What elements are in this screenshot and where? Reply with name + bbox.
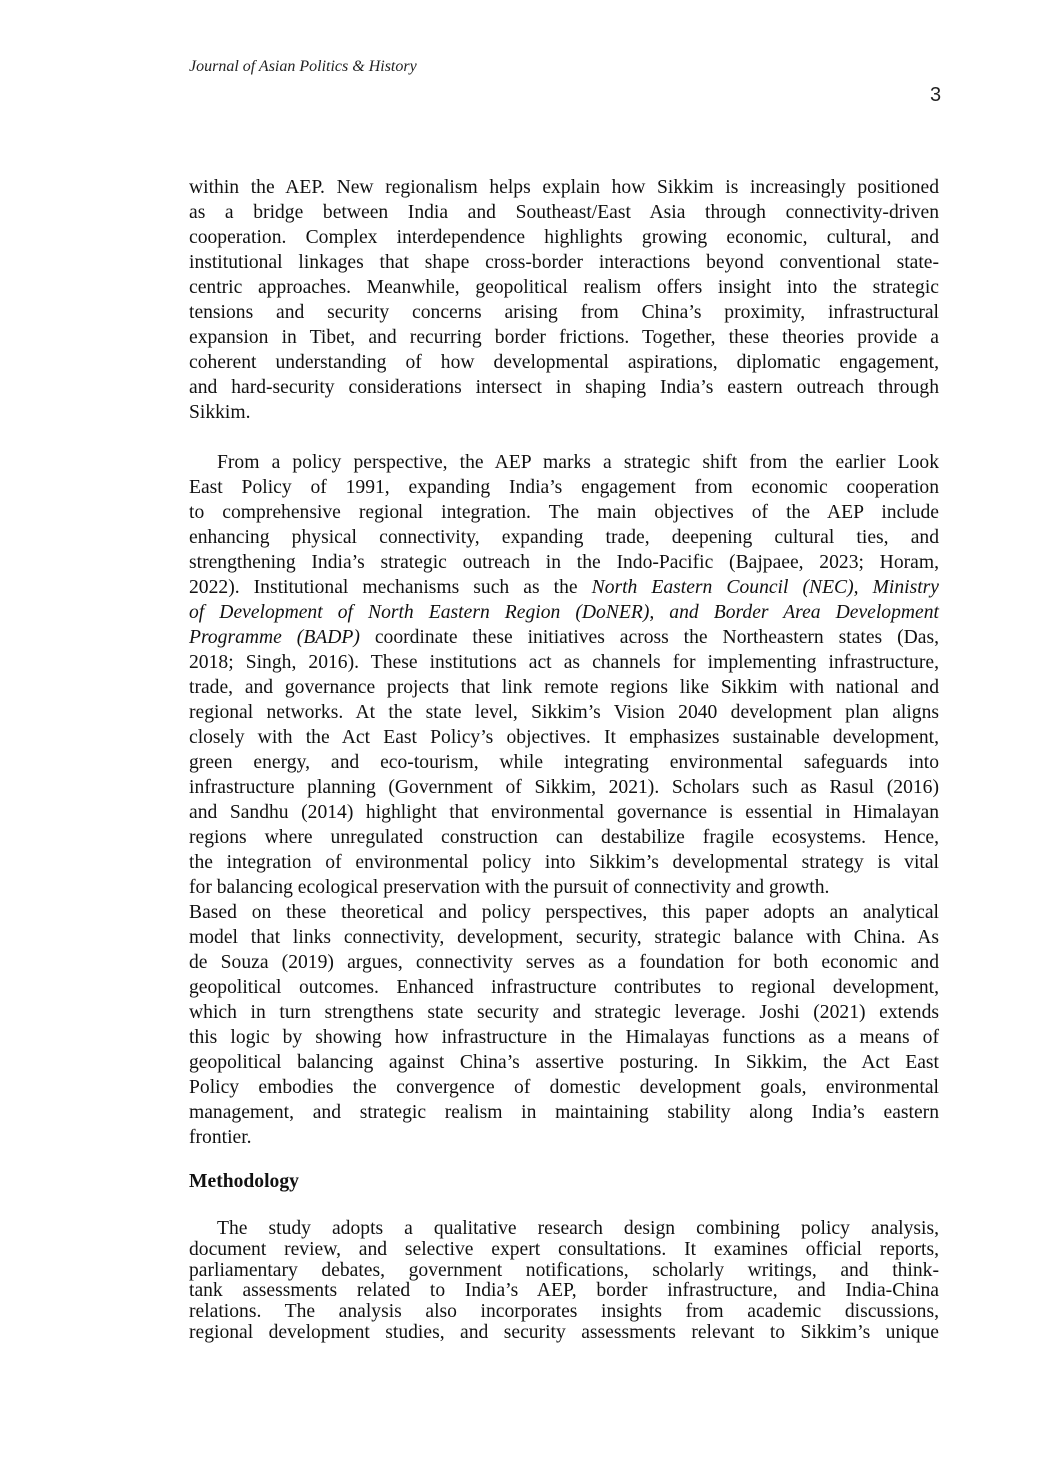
text-line: Based on these theoretical and policy perspectives, this paper adopts an analytical — [189, 902, 939, 923]
text-run: 2022). Institutional mechanisms such as the — [189, 577, 592, 598]
paragraph-methodology — [189, 1219, 939, 1344]
text-line: to comprehensive regional integration. The main objectives of the AEP include — [189, 502, 939, 523]
text-line: 2018; Singh, 2016). These institutions act as channels for implementing infrastructure, — [189, 652, 939, 673]
text-line — [189, 575, 939, 600]
text-line: green energy, and eco-tourism, while integrating environmental safeguards into — [189, 752, 939, 773]
text-line: parliamentary debates, government notifications, scholarly writings, and think- — [189, 1259, 939, 1281]
text-line: trade, and governance projects that link remote regions like Sikkim with national and — [189, 677, 939, 698]
text-line: Sikkim. — [189, 402, 251, 423]
text-line: East Policy of 1991, expanding India’s engagement from economic cooperation — [189, 477, 939, 498]
paragraph-policy-perspective — [189, 450, 939, 1150]
text-line: enhancing physical connectivity, expanding trade, deepening cultural ties, and — [189, 527, 939, 548]
text-line: tank assessments related to India’s AEP, border infrastructure, and India-China — [189, 1280, 939, 1302]
text-line — [189, 625, 939, 650]
page-number: 3 — [930, 84, 942, 106]
text-line: the integration of environmental policy into Sikkim’s developmental strategy is vital — [189, 852, 939, 873]
text-run: coordinate these initiatives across the Northeastern states (Das, — [359, 627, 939, 648]
paragraph-theoretical-framework — [189, 175, 939, 425]
institution-names-italic: of Development of North Eastern Region (DoNER), and Border Area Development — [189, 602, 939, 623]
text-line: geopolitical outcomes. Enhanced infrastructure contributes to regional development, — [189, 977, 939, 998]
text-line: coherent understanding of how developmental aspirations, diplomatic engagement, — [189, 352, 939, 373]
section-heading-methodology: Methodology — [189, 1171, 299, 1192]
text-line: de Souza (2019) argues, connectivity serves as a foundation for both economic and — [189, 952, 939, 973]
running-head-journal-title: Journal of Asian Politics & History — [189, 58, 417, 75]
text-line: The study adopts a qualitative research design combining policy analysis, — [217, 1218, 939, 1239]
text-line: centric approaches. Meanwhile, geopolitical realism offers insight into the strategic — [189, 277, 939, 298]
text-line — [189, 600, 939, 625]
text-line: cooperation. Complex interdependence highlights growing economic, cultural, and — [189, 227, 939, 248]
text-line: model that links connectivity, development, security, strategic balance with China. As — [189, 927, 939, 948]
text-line: expansion in Tibet, and recurring border frictions. Together, these theories provide a — [189, 327, 939, 348]
institution-names-italic: North Eastern Council (NEC), Ministry — [591, 577, 939, 598]
text-line: management, and strategic realism in maintaining stability along India’s eastern — [189, 1102, 939, 1123]
text-line: closely with the Act East Policy’s objectives. It emphasizes sustainable development, — [189, 727, 939, 748]
text-line: document review, and selective expert consultations. It examines official reports, — [189, 1238, 939, 1260]
text-line: institutional linkages that shape cross-border interactions beyond conventional state- — [189, 252, 939, 273]
text-line: relations. The analysis also incorporates insights from academic discussions, — [189, 1301, 939, 1323]
text-line: which in turn strengthens state security and strategic leverage. Joshi (2021) extends — [189, 1002, 939, 1023]
text-line: infrastructure planning (Government of Sikkim, 2021). Scholars such as Rasul (2016) — [189, 777, 939, 798]
text-line: tensions and security concerns arising from China’s proximity, infrastructural — [189, 302, 939, 323]
text-line: From a policy perspective, the AEP marks a strategic shift from the earlier Look — [217, 452, 939, 473]
institution-names-italic: Programme (BADP) — [189, 627, 360, 648]
text-line: Policy embodies the convergence of domestic development goals, environmental — [189, 1077, 939, 1098]
text-line: strengthening India’s strategic outreach in the Indo-Pacific (Bajpaee, 2023; Horam, — [189, 552, 939, 573]
text-line: and Sandhu (2014) highlight that environmental governance is essential in Himalayan — [189, 802, 939, 823]
text-line: as a bridge between India and Southeast/East Asia through connectivity-driven — [189, 202, 939, 223]
text-line: regions where unregulated construction can destabilize fragile ecosystems. Hence, — [189, 827, 939, 848]
text-line: regional networks. At the state level, Sikkim’s Vision 2040 development plan aligns — [189, 702, 939, 723]
text-line: for balancing ecological preservation with the pursuit of connectivity and growth. — [189, 877, 830, 898]
text-line: and hard-security considerations intersect in shaping India’s eastern outreach through — [189, 377, 939, 398]
text-line: geopolitical balancing against China’s assertive posturing. In Sikkim, the Act East — [189, 1052, 939, 1073]
text-line: within the AEP. New regionalism helps explain how Sikkim is increasingly positioned — [189, 177, 939, 198]
text-line: regional development studies, and security assessments relevant to Sikkim’s unique — [189, 1321, 939, 1343]
text-line: frontier. — [189, 1127, 252, 1148]
text-line: this logic by showing how infrastructure in the Himalayas functions as a means of — [189, 1027, 939, 1048]
